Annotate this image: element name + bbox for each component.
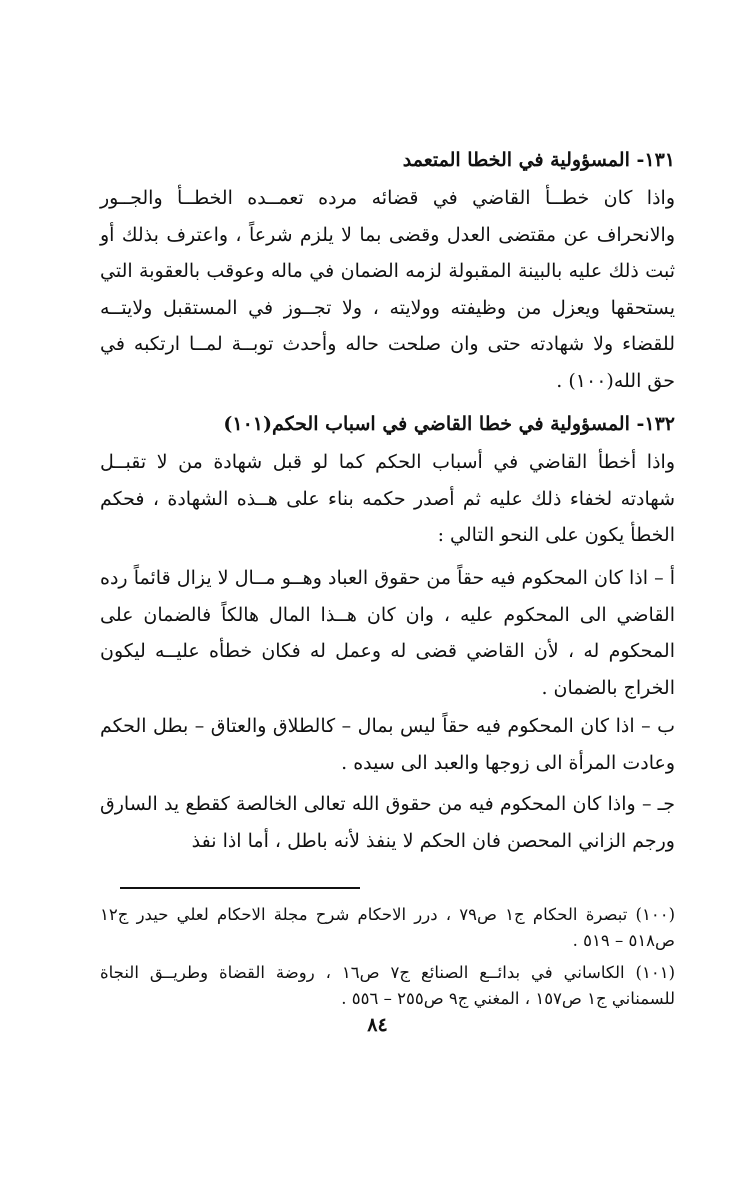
section-132-case-a [100, 560, 675, 706]
case-a-paragraph: أ – اذا كان المحكوم فيه حقاً من حقوق العباد وهــو مــال لا يزال قائماً رده القاضي الى المحكوم عليه ، وان كان هــذا المال هالكاً فالضمان على المحكوم له ، لأن القاضي قضى له وعمل له فكان خطأه عليــه ليكون الخراج بالضمان . [100, 567, 675, 699]
case-b-paragraph: ب – اذا كان المحكوم فيه حقاً ليس بمال – كالطلاق والعتاق – بطل الحكم وعادت المرأة الى زوجها والعبد الى سيده . [100, 715, 675, 774]
section-132-intro-paragraph: واذا أخطأ القاضي في أسباب الحكم كما لو قبل شهادة من لا تقبــل شهادته لخفاء ذلك عليه ثم أصدر حكمه بناء على هــذه الشهادة ، فحكم الخطأ يكون على النحو التالي : [100, 451, 675, 546]
section-132-case-c [100, 786, 675, 859]
section-132-heading: ١٣٢- المسؤولية في خطا القاضي في اسباب الحكم(١٠١) [223, 413, 675, 435]
page-number: ٨٤ [367, 1014, 388, 1036]
section-132-intro [100, 444, 675, 554]
footnote-100: (١٠٠) تبصرة الحكام ج١ ص٧٩ ، درر الاحكام شرح مجلة الاحكام لعلي حيدر ج١٢ ص٥١٨ – ٥١٩ . [100, 905, 675, 950]
section-131-heading: ١٣١- المسؤولية في الخطا المتعمد [402, 149, 675, 171]
footnote-divider [120, 887, 360, 889]
section-131-body [100, 180, 675, 399]
section-131-paragraph: واذا كان خطــأ القاضي في قضائه مرده تعمــده الخطــأ والجــور والانحراف عن مقتضى العدل وقضى بما لا يلزم شرعاً ، واعترف بذلك أو ثبت ذلك عليه بالبينة المقبولة لزمه الضمان في ماله وعوقب بالعقوبة التي يستحقها ويعزل من وظيفته وولايته ، ولا تجــوز في المستقبل ولايتــه للقضاء ولا شهادته حتى وان صلحت حاله وأحدث توبــة لمــا ارتكبه في حق الله(١٠٠) . [100, 187, 675, 392]
footnote-101: (١٠١) الكاساني في بدائــع الصنائع ج٧ ص١٦ ، روضة القضاة وطريــق النجاة للسمناني ج١ ص١٥٧ ، المغني ج٩ ص٢٥٥ – ٥٥٦ . [100, 963, 675, 1008]
case-c-paragraph: جـ – واذا كان المحكوم فيه من حقوق الله تعالى الخالصة كقطع يد السارق ورجم الزاني المحصن فان الحكم لا ينفذ لأنه باطل ، أما اذا نفذ [100, 793, 675, 852]
section-132-case-b [100, 708, 675, 781]
footnotes [100, 902, 675, 1012]
